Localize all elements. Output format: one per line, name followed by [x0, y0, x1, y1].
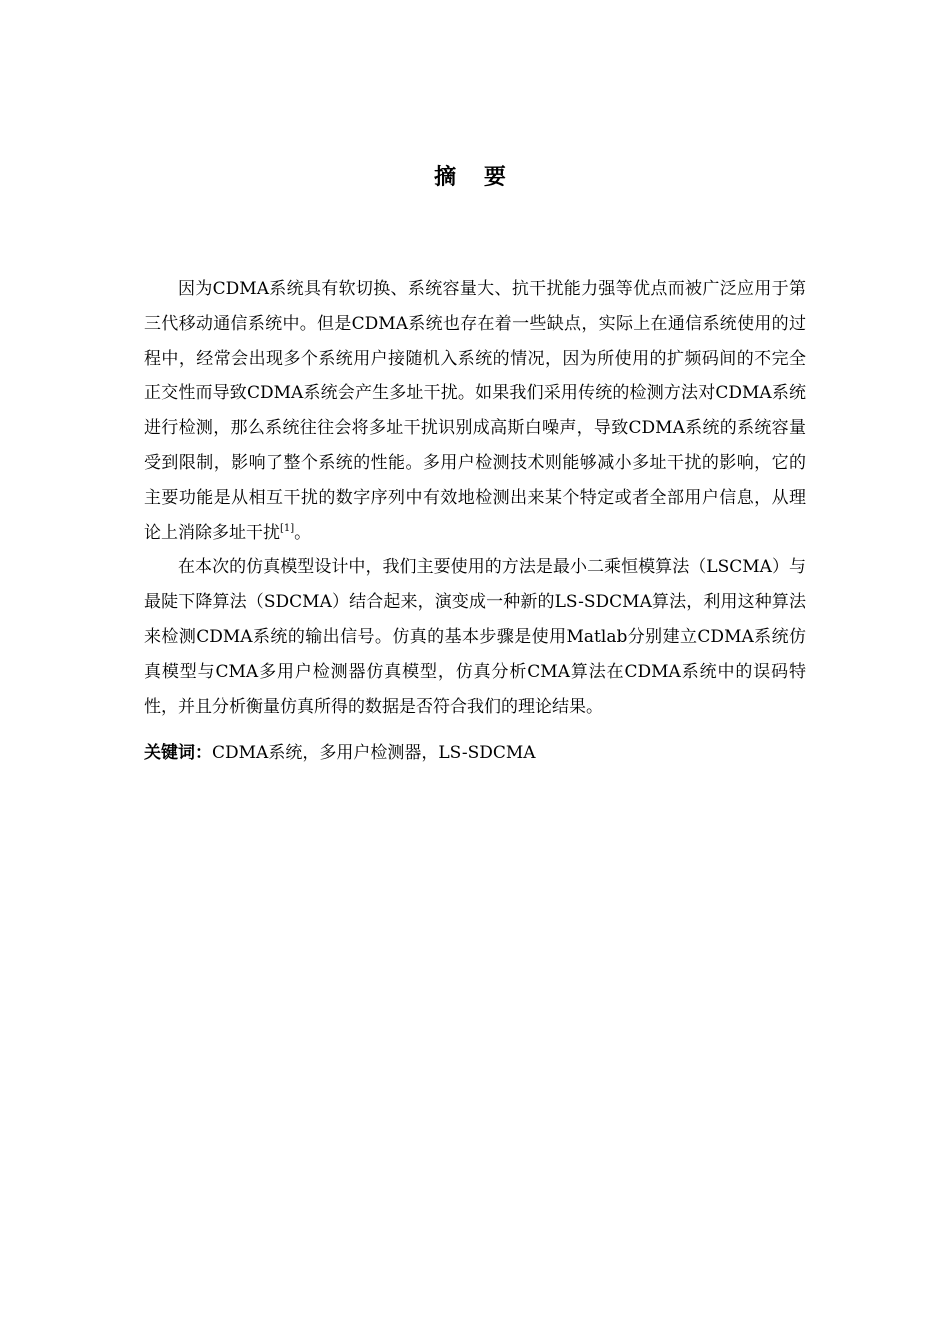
abstract-title: 摘 要 — [434, 164, 516, 190]
paragraph-1-tail: 。 — [294, 522, 312, 543]
keywords-line — [144, 736, 806, 771]
keywords-label: 关键词： — [144, 743, 212, 764]
abstract-paragraph-1 — [144, 272, 806, 550]
keywords-value: CDMA系统，多用户检测器，LS-SDCMA — [212, 743, 536, 764]
abstract-body — [144, 272, 806, 771]
abstract-paragraph-2: 在本次的仿真模型设计中，我们主要使用的方法是最小二乘恒模算法（LSCMA）与最陡下降算法（SDCMA）结合起来，演变成一种新的LS-SDCMA算法，利用这种算法来检测CDMA系统的输出信号。仿真的基本步骤是使用Matlab分别建立CDMA系统仿真模型与CMA多用户检测器仿真模型，仿真分析CMA算法在CDMA系统中的误码特性，并且分析衡量仿真所得的数据是否符合我们的理论结果。 — [144, 557, 806, 717]
paragraph-1-text: 因为CDMA系统具有软切换、系统容量大、抗干扰能力强等优点而被广泛应用于第三代移动通信系统中。但是CDMA系统也存在着一些缺点，实际上在通信系统使用的过程中，经常会出现多个系统用户接随机入系统的情况，因为所使用的扩频码间的不完全正交性而导致CDMA系统会产生多址干扰。如果我们采用传统的检测方法对CDMA系统进行检测，那么系统往往会将多址干扰识别成高斯白噪声，导致CDMA系统的系统容量受到限制，影响了整个系统的性能。多用户检测技术则能够减小多址干扰的影响，它的主要功能是从相互干扰的数字序列中有效地检测出来某个特定或者全部用户信息，从理论上消除多址干扰 — [144, 279, 806, 543]
citation-marker: [1] — [280, 522, 295, 534]
